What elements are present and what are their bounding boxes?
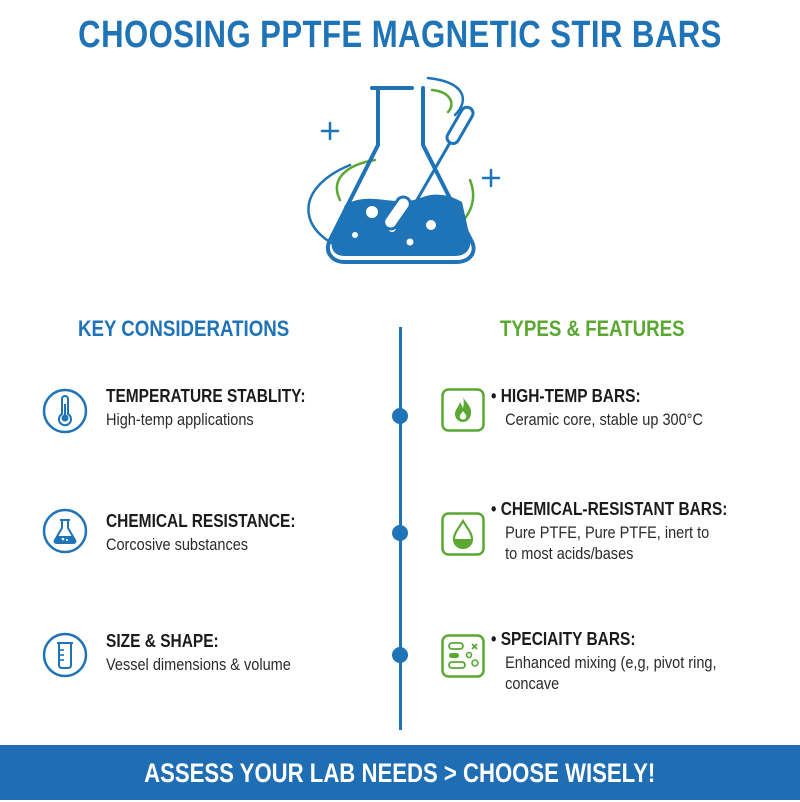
item-description xyxy=(491,523,733,565)
item-description xyxy=(491,410,703,431)
high-temp-bars-item xyxy=(491,386,732,431)
footer-text: ASSESS YOUR LAB NEEDS > CHOOSE WISELY! xyxy=(144,758,656,788)
flask-with-stir-bar-icon xyxy=(0,70,800,280)
page-title: CHOOSING PPTFE MAGNETIC STIR BARS xyxy=(78,14,722,56)
item-title: • SPECIAITY BARS: xyxy=(491,629,636,649)
specialty-bars-item xyxy=(491,629,747,695)
item-description xyxy=(491,653,717,695)
specialty-bars-icon xyxy=(441,634,485,678)
chemical-resistant-bars-item xyxy=(491,499,766,565)
footer-banner xyxy=(0,745,800,800)
thermometer-icon xyxy=(42,388,88,434)
item-description: Corcosive substances xyxy=(106,536,249,554)
item-description-line: Enhanced mixing (e,g, pivot ring, xyxy=(505,654,717,672)
timeline-dot xyxy=(392,408,408,424)
item-title: SIZE & SHAPE: xyxy=(106,631,219,651)
size-shape-item xyxy=(106,631,316,676)
flask-icon xyxy=(42,508,88,554)
item-title: CHEMICAL RESISTANCE: xyxy=(106,511,296,531)
timeline-dot xyxy=(392,525,408,541)
flame-icon xyxy=(441,388,485,432)
timeline-dot xyxy=(392,647,408,663)
item-description-line: Ceramic core, stable up 300°C xyxy=(505,411,703,429)
item-title: • HIGH-TEMP BARS: xyxy=(491,386,641,406)
droplet-icon xyxy=(441,512,485,556)
item-description-line: concave xyxy=(505,675,560,693)
types-features-heading: TYPES & FEATURES xyxy=(500,316,685,341)
temperature-stability-item xyxy=(106,386,338,431)
item-title: TEMPERATURE STABLITY: xyxy=(106,386,306,406)
item-description-line: to most acids/bases xyxy=(505,545,634,563)
chemical-resistance-item xyxy=(106,511,326,556)
item-title: • CHEMICAL-RESISTANT BARS: xyxy=(491,499,728,519)
item-description: High-temp applications xyxy=(106,411,254,429)
key-considerations-heading: KEY CONSIDERATIONS xyxy=(78,316,290,341)
item-description-line: Pure PTFE, Pure PTFE, inert to xyxy=(505,524,710,542)
item-description: Vessel dimensions & volume xyxy=(106,656,291,674)
beaker-icon xyxy=(42,632,88,678)
